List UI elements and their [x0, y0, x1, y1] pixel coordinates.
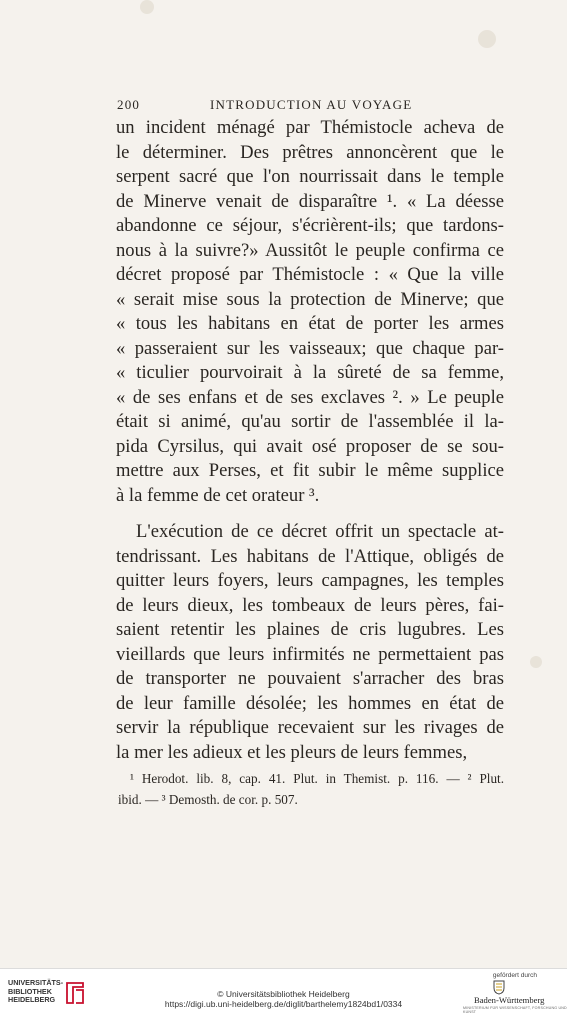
funded-by: gefördert durch [492, 972, 537, 979]
text-line: de leur famille désolée; les hommes en état de [116, 692, 504, 714]
footnotes [118, 768, 504, 810]
paragraph-2 [116, 520, 504, 765]
text-line: « de ses enfans et de ses exclaves ². » Le peuple [116, 386, 504, 408]
text-line: de transporter ne pouvaient s'arracher des bras [116, 668, 504, 689]
text-line: décret proposé par Thémistocle : « Que la ville [116, 264, 504, 285]
text-line: la mer les adieux et les pleurs de leurs femmes, [116, 741, 468, 763]
viewer-footer [0, 968, 567, 1014]
library-name: UNIVERSITÄTS- BIBLIOTHEK HEIDELBERG [8, 978, 64, 1005]
text-line: à la femme de cet orateur ³. [116, 484, 320, 506]
page-header [117, 97, 503, 117]
paper-stain [478, 30, 496, 48]
text-line: « tous les habitans en état de porter les armes [116, 313, 504, 334]
text-line: « ticulier pourvoirait à la sûreté de sa femme, [116, 362, 504, 383]
paragraph-1 [116, 116, 504, 508]
text-line: de Minerve venait de disparaître ¹. « La déesse [116, 190, 504, 212]
text-line: « serait mise sous la protection de Minerve; que [116, 288, 504, 310]
baden-wuerttemberg-crest-icon [491, 979, 507, 995]
permalink[interactable]: https://digi.ub.uni-heidelberg.de/diglit/barthelemy1824bd1/0334 [164, 999, 403, 1009]
paper-stain [530, 656, 542, 668]
text-line: de leurs dieux, les tombeaux de leurs pères, fai- [116, 594, 504, 616]
paper-stain [140, 0, 154, 14]
footnote-line: ibid. — ³ Demosth. de cor. p. 507. [118, 792, 298, 807]
text-line: L'exécution de ce décret offrit un spectacle at- [136, 521, 504, 542]
text-line: quitter leurs foyers, leurs campagnes, les temples [116, 570, 504, 591]
funder-subline: MINISTERIUM FÜR WISSENSCHAFT, FORSCHUNG UND KUNST [463, 1006, 567, 1014]
page-number: 200 [117, 97, 141, 112]
text-line: nous à la suivre?» Aussitôt le peuple confirma ce [116, 239, 504, 261]
text-line: pida Cyrsilus, qui avait osé proposer de se sou- [116, 435, 504, 457]
text-line: abandonne ce séjour, s'écrièrent-ils; que tardons- [116, 215, 504, 236]
text-line: était si animé, qu'au sortir de l'assemblée il la- [116, 411, 504, 432]
copyright-notice: © Universitätsbibliothek Heidelberg [217, 989, 350, 999]
text-line: serpent sacré que l'on nourrissait dans le temple [116, 166, 504, 187]
running-head: INTRODUCTION AU VOYAGE [210, 97, 413, 112]
text-line: un incident ménagé par Thémistocle acheva de [116, 117, 504, 138]
text-line: vieillards que leurs infirmités ne permettaient pas [116, 643, 504, 665]
text-line: saient retentir les plaines de cris lugubres. Les [116, 619, 504, 640]
text-line: le déterminer. Des prêtres annoncèrent que le [116, 141, 504, 163]
text-line: servir la république recevaient sur les rivages de [116, 717, 504, 738]
funder-name: Baden-Württemberg [474, 995, 545, 1005]
text-line: mettre aux Perses, et fit subir le même supplice [116, 460, 504, 481]
text-line: tendrissant. Les habitans de l'Attique, obligés de [116, 545, 504, 567]
text-line: « passeraient sur les vaisseaux; que chaque par- [116, 337, 504, 359]
footnote-line: ¹ Herodot. lib. 8, cap. 41. Plut. in Themist. p. 116. — ² Plut. [130, 771, 504, 786]
body-text [116, 116, 504, 765]
